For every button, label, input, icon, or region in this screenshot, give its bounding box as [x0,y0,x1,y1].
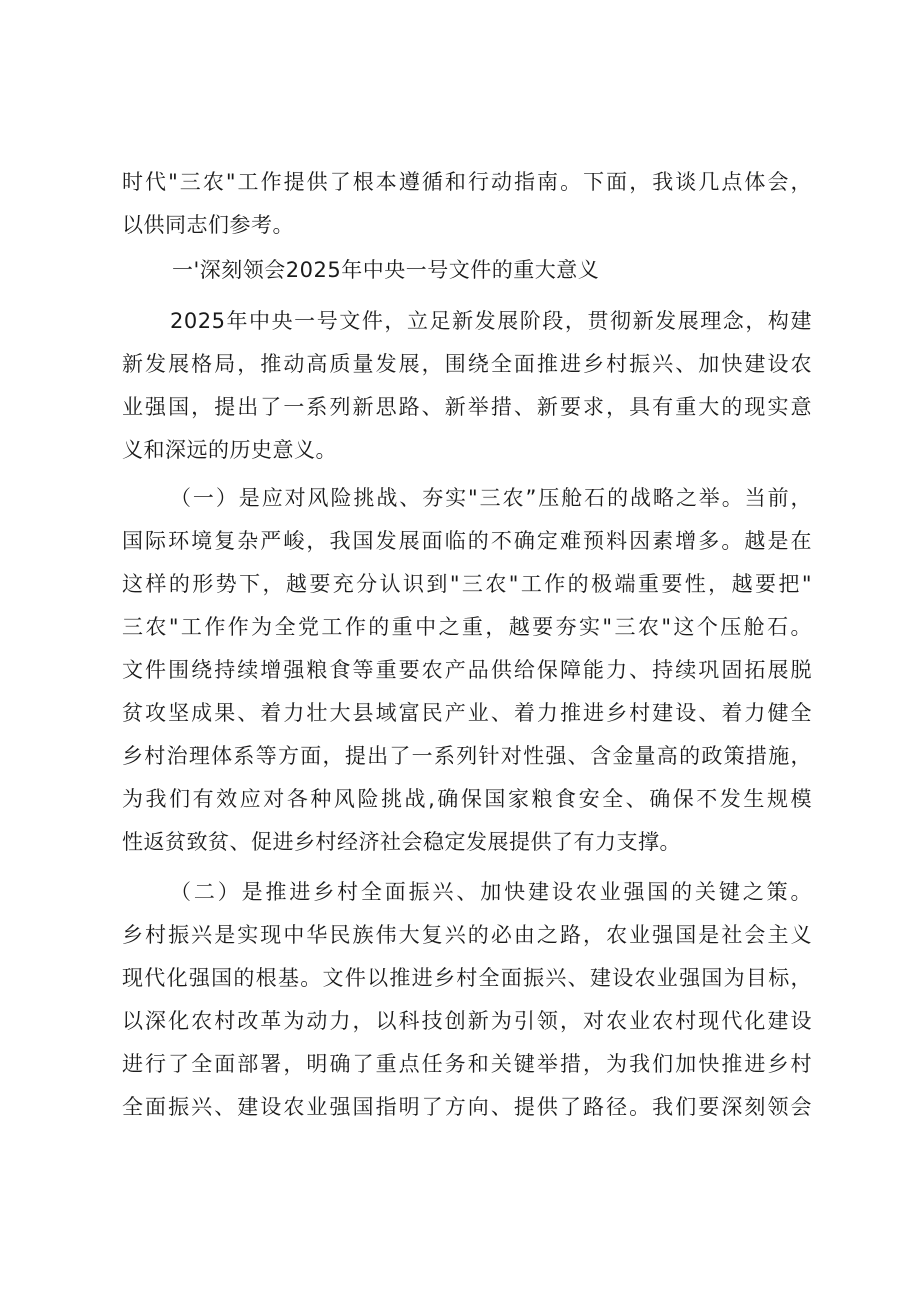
intro-line-2: 以供同志们参考。 [122,213,294,237]
para3-line-6: 全面振兴、建设农业强国指明了方向、提供了路径。我们要深刻领会 [122,1095,812,1119]
paragraph-significance [122,300,812,472]
para2-line-9: 性返贫致贫、促进乡村经济社会稳定发展提供了有力支撑。 [122,830,681,854]
para2-line-2: 国际环境复杂严峻，我国发展面临的不确定难预料因素增多。越是在 [122,529,812,553]
para2-line-1: （一）是应对风险挑战、夯实"三农”压舱石的战略之举。当前， [170,486,812,510]
para1-line-4: 义和深远的历史意义。 [122,438,337,462]
section-heading [122,249,812,292]
para3-line-1: （二）是推进乡村全面振兴、加快建设农业强国的关键之策。 [170,880,812,904]
para2-line-8: 为我们有效应对各种风险挑战,确保国家粮食安全、确保不发生规模 [122,787,812,811]
para2-line-6: 贫攻坚成果、着力壮大县域富民产业、着力推进乡村建设、着力健全 [122,701,812,725]
para2-line-3: 这样的形势下，越要充分认识到"三农"工作的极端重要性，越要把" [122,572,812,596]
para3-line-2: 乡村振兴是实现中华民族伟大复兴的必由之路，农业强国是社会主义 [122,923,812,947]
para3-line-3: 现代化强国的根基。文件以推进乡村全面振兴、建设农业强国为目标， [122,966,812,990]
intro-line-1: 时代"三农"工作提供了根本遵循和行动指南。下面，我谈几点体会， [122,170,812,194]
paragraph-point-one [122,477,812,864]
para2-line-5: 文件围绕持续增强粮食等重要农产品供给保障能力、持续巩固拓展脱 [122,658,812,682]
para1-line-3: 业强国，提出了一系列新思路、新举措、新要求，具有重大的现实意 [122,395,812,419]
intro-paragraph [122,161,812,247]
para2-line-4: 三农"工作作为全党工作的重中之重，越要夯实"三农"这个压舱石。 [122,615,812,639]
para3-line-4: 以深化农村改革为动力，以科技创新为引领，对农业农村现代化建设 [122,1009,812,1033]
para3-line-5: 进行了全面部署，明确了重点任务和关键举措，为我们加快推进乡村 [122,1052,812,1076]
para2-line-7: 乡村治理体系等方面，提出了一系列针对性强、含金量高的政策措施， [122,744,812,768]
para1-line-1: 2025年中央一号文件，立足新发展阶段，贯彻新发展理念，构建 [170,309,812,333]
para1-line-2: 新发展格局，推动高质量发展，围绕全面推进乡村振兴、加快建设农 [122,352,812,376]
section-heading-text: 一'深刻领会2025年中央一号文件的重大意义 [172,258,600,282]
paragraph-point-two [122,871,812,1129]
